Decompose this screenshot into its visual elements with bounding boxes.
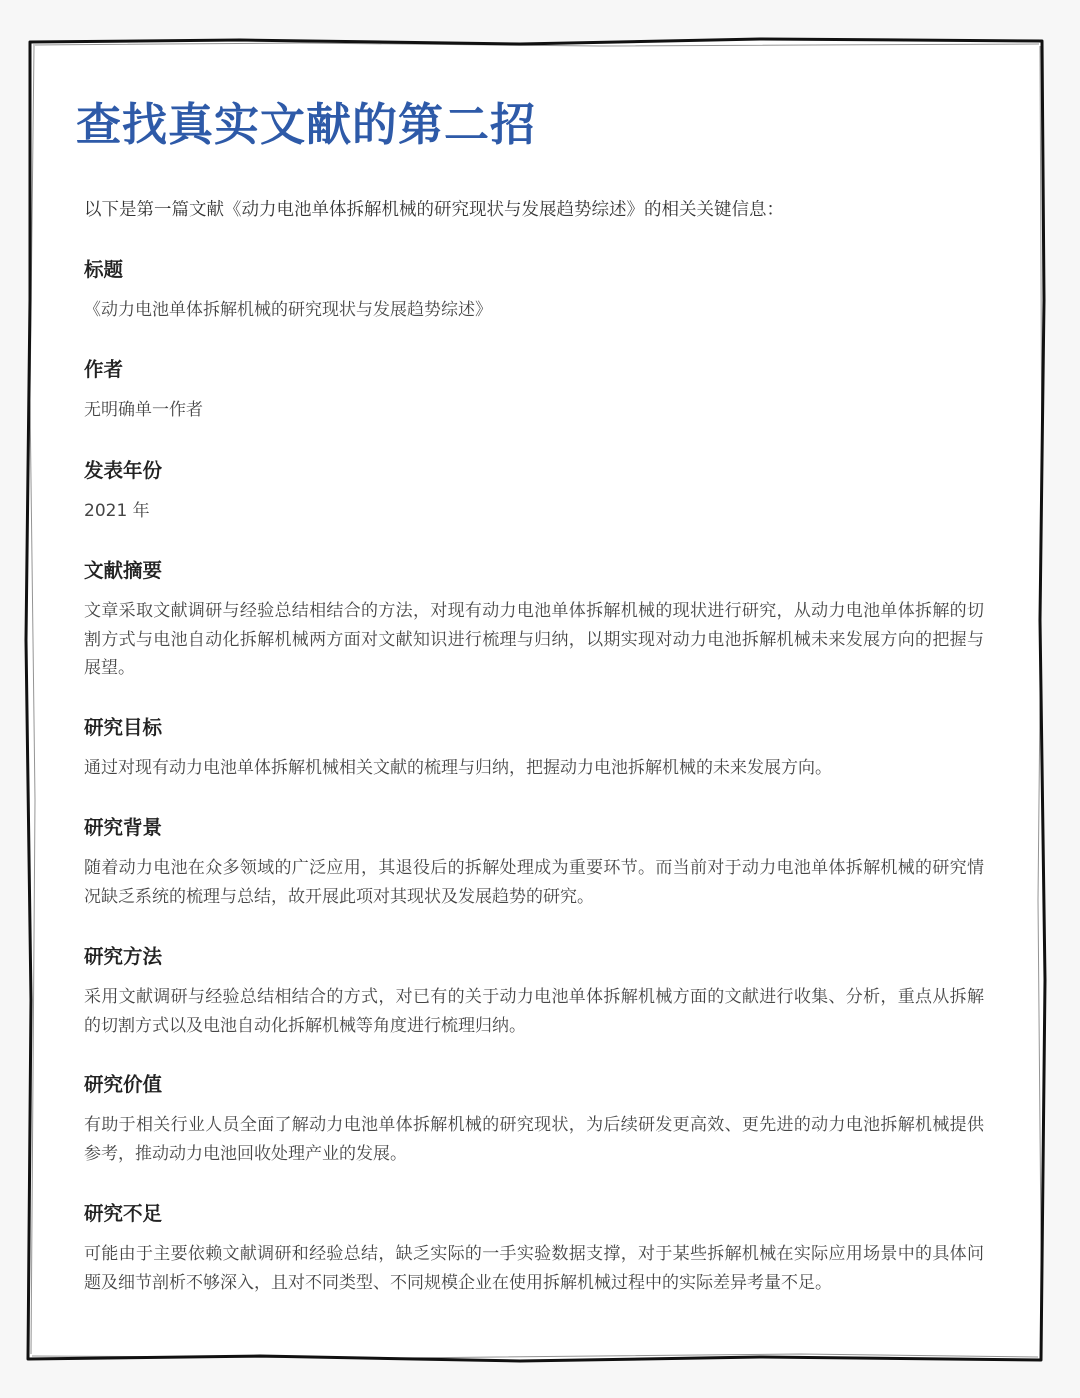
section-heading: 文献摘要 [84, 559, 163, 582]
section-title [84, 256, 984, 325]
section-heading: 研究价值 [84, 1073, 163, 1096]
section-body: 随着动力电池在众多领域的广泛应用，其退役后的拆解处理成为重要环节。而当前对于动力电池单体拆解机械的研究情况缺乏系统的梳理与总结，故开展此项对其现状及发展趋势的研究。 [84, 858, 984, 907]
section-limitations [84, 1200, 984, 1297]
section-goal [84, 714, 984, 783]
section-body: 通过对现有动力电池单体拆解机械相关文献的梳理与归纳，把握动力电池拆解机械的未来发展方向。 [84, 758, 832, 778]
page-title: 查找真实文献的第二招 [76, 98, 537, 151]
section-heading: 研究不足 [84, 1202, 163, 1225]
section-body: 采用文献调研与经验总结相结合的方式，对已有的关于动力电池单体拆解机械方面的文献进行收集、分析，重点从拆解的切割方式以及电池自动化拆解机械等角度进行梳理归纳。 [84, 987, 984, 1036]
section-year [84, 457, 984, 526]
section-background [84, 814, 984, 911]
section-heading: 发表年份 [84, 459, 163, 482]
section-author [84, 356, 984, 425]
section-heading: 研究目标 [84, 716, 163, 739]
section-method [84, 943, 984, 1040]
section-body: 无明确单一作者 [84, 400, 203, 420]
section-heading: 作者 [84, 358, 124, 381]
section-value [84, 1071, 984, 1168]
section-body: 有助于相关行业人员全面了解动力电池单体拆解机械的研究现状，为后续研发更高效、更先进的动力电池拆解机械提供参考，推动动力电池回收处理产业的发展。 [84, 1115, 984, 1164]
section-body: 可能由于主要依赖文献调研和经验总结，缺乏实际的一手实验数据支撑，对于某些拆解机械在实际应用场景中的具体问题及细节剖析不够深入，且对不同类型、不同规模企业在使用拆解机械过程中的实际差异考量不足。 [84, 1244, 984, 1293]
intro-text: 以下是第一篇文献《动力电池单体拆解机械的研究现状与发展趋势综述》的相关关键信息： [84, 200, 784, 220]
section-body: 2021 年 [84, 501, 150, 521]
section-heading: 研究背景 [84, 816, 163, 839]
section-body: 文章采取文献调研与经验总结相结合的方法，对现有动力电池单体拆解机械的现状进行研究，从动力电池单体拆解的切割方式与电池自动化拆解机械两方面对文献知识进行梳理与归纳，以期实现对动力电池拆解机械未来发展方向的把握与展望。 [84, 601, 984, 678]
section-heading: 标题 [84, 258, 124, 281]
section-body: 《动力电池单体拆解机械的研究现状与发展趋势综述》 [84, 300, 492, 320]
section-heading: 研究方法 [84, 945, 163, 968]
section-abstract [84, 557, 984, 683]
